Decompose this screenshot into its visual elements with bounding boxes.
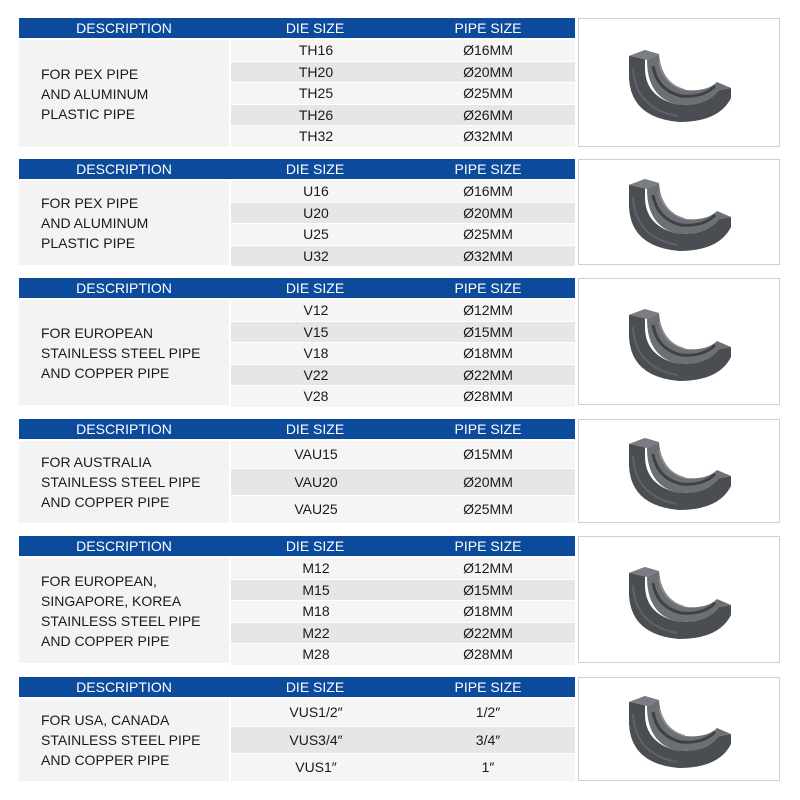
header-pipe-size: PIPE SIZE: [454, 20, 522, 36]
die-size-cell: M15: [302, 581, 330, 598]
die-size-cell: TH20: [298, 63, 334, 80]
table-header: [19, 278, 575, 298]
die-table: [19, 677, 575, 781]
table-row: [231, 83, 575, 104]
pipe-size-cell: Ø20MM: [463, 63, 513, 80]
description-cell: [19, 300, 229, 405]
pipe-size-cell: Ø18MM: [463, 345, 513, 362]
die-size-cell: VAU20: [294, 473, 338, 490]
header-description: DESCRIPTION: [76, 280, 172, 296]
pipe-size-cell: Ø22MM: [463, 366, 513, 383]
die-size-cell: V15: [303, 323, 329, 340]
pipe-size-cell: Ø25MM: [463, 85, 513, 102]
die-size-cell: TH25: [298, 85, 334, 102]
die-size-cell: V18: [303, 345, 329, 362]
description-text: FOR PEX PIPE AND ALUMINUM PLASTIC PIPE: [41, 195, 149, 251]
table-row: [231, 343, 575, 364]
header-pipe-size: PIPE SIZE: [454, 161, 522, 177]
pipe-size-cell: Ø16MM: [463, 183, 513, 199]
description-cell: [19, 699, 229, 781]
table-row: [231, 126, 575, 147]
table-row: [231, 644, 575, 665]
header-description: DESCRIPTION: [76, 679, 172, 695]
pipe-size-cell: Ø12MM: [463, 560, 513, 576]
table-row: [231, 623, 575, 644]
table-row: [231, 580, 575, 601]
pipe-size-cell: Ø32MM: [463, 128, 513, 145]
header-description: DESCRIPTION: [76, 161, 172, 177]
pipe-size-cell: 1″: [481, 759, 495, 776]
table-row: [231, 754, 575, 781]
table-row: [231, 203, 575, 224]
die-size-cell: U25: [303, 226, 329, 242]
die-size-cell: V22: [303, 366, 329, 383]
table-row: [231, 601, 575, 622]
product-image-box: [578, 677, 780, 781]
description-cell: [19, 181, 229, 265]
die-table: [19, 419, 575, 523]
pipe-size-cell: Ø12MM: [463, 302, 513, 318]
die-size-cell: M12: [302, 560, 330, 576]
die-table-section: [19, 278, 781, 405]
table-row: [231, 441, 575, 468]
die-size-cell: VUS3/4″: [289, 731, 343, 748]
description-cell: [19, 558, 229, 663]
table-row: [231, 699, 575, 726]
die-table-section: [19, 419, 781, 523]
pipe-size-cell: Ø28MM: [463, 646, 513, 663]
table-row: [231, 727, 575, 754]
die-size-cell: TH16: [298, 42, 334, 58]
pipe-size-cell: Ø28MM: [463, 388, 513, 405]
header-description: DESCRIPTION: [76, 20, 172, 36]
header-die-size: DIE SIZE: [285, 679, 345, 695]
pipe-size-cell: Ø15MM: [463, 323, 513, 340]
pipe-size-cell: Ø15MM: [463, 446, 513, 462]
table-row: [231, 322, 575, 343]
header-pipe-size: PIPE SIZE: [454, 538, 522, 554]
pipe-size-cell: Ø25MM: [463, 226, 513, 242]
header-pipe-size: PIPE SIZE: [454, 421, 522, 437]
table-row: [231, 496, 575, 523]
pipe-size-cell: Ø26MM: [463, 106, 513, 123]
die-table: [19, 159, 575, 265]
table-row: [231, 365, 575, 386]
header-die-size: DIE SIZE: [285, 161, 345, 177]
die-size-cell: U16: [303, 183, 329, 199]
header-die-size: DIE SIZE: [285, 421, 345, 437]
pipe-size-cell: Ø22MM: [463, 624, 513, 641]
table-row: [231, 105, 575, 126]
header-description: DESCRIPTION: [76, 538, 172, 554]
description-text: FOR EUROPEAN STAINLESS STEEL PIPE AND COPPER PIPE: [41, 324, 201, 381]
table-row: [231, 558, 575, 579]
die-size-cell: VUS1″: [295, 759, 337, 776]
header-die-size: DIE SIZE: [285, 20, 345, 36]
die-size-cell: VAU25: [294, 501, 338, 518]
description-cell: [19, 441, 229, 523]
die-size-cell: M22: [302, 624, 330, 641]
header-die-size: DIE SIZE: [285, 538, 345, 554]
product-image-box: [578, 18, 780, 147]
pipe-size-cell: Ø25MM: [463, 501, 513, 518]
table-header: [19, 18, 575, 38]
pipe-size-cell: Ø32MM: [463, 247, 513, 264]
die-size-cell: V12: [303, 302, 329, 318]
table-header: [19, 677, 575, 697]
die-table-section: [19, 536, 781, 663]
description-text: FOR EUROPEAN, SINGAPORE, KOREA STAINLESS STEEL PIPE AND COPPER PIPE: [41, 572, 201, 649]
table-row: [231, 224, 575, 245]
table-row: [231, 40, 575, 61]
header-description: DESCRIPTION: [76, 421, 172, 437]
die-size-cell: VUS1/2″: [289, 704, 343, 720]
description-cell: [19, 40, 229, 147]
die-table: [19, 18, 575, 147]
table-row: [231, 181, 575, 202]
table-row: [231, 246, 575, 267]
pipe-size-cell: 1/2″: [475, 704, 501, 720]
header-die-size: DIE SIZE: [285, 280, 345, 296]
table-row: [231, 62, 575, 83]
product-image-box: [578, 536, 780, 663]
table-header: [19, 159, 575, 179]
pipe-size-cell: Ø15MM: [463, 581, 513, 598]
die-size-cell: M18: [302, 603, 330, 620]
die-size-cell: U32: [303, 247, 329, 264]
header-pipe-size: PIPE SIZE: [454, 679, 522, 695]
pipe-size-cell: Ø20MM: [463, 204, 513, 221]
table-row: [231, 300, 575, 321]
table-row: [231, 469, 575, 496]
die-table: [19, 278, 575, 405]
pipe-size-cell: 3/4″: [475, 731, 501, 748]
description-text: FOR AUSTRALIA STAINLESS STEEL PIPE AND COPPER PIPE: [41, 454, 201, 510]
table-row: [231, 386, 575, 407]
pipe-size-cell: Ø20MM: [463, 473, 513, 490]
product-image-box: [578, 278, 780, 405]
table-header: [19, 536, 575, 556]
die-size-cell: U20: [303, 204, 329, 221]
die-size-cell: M28: [302, 646, 330, 663]
description-text: FOR USA, CANADA STAINLESS STEEL PIPE AND COPPER PIPE: [41, 712, 201, 768]
table-header: [19, 419, 575, 439]
die-size-cell: TH26: [298, 106, 334, 123]
product-image-box: [578, 419, 780, 523]
die-table-section: [19, 677, 781, 781]
die-size-cell: TH32: [298, 128, 334, 145]
die-table-section: [19, 18, 781, 147]
pipe-size-cell: Ø18MM: [463, 603, 513, 620]
die-table: [19, 536, 575, 663]
die-size-cell: V28: [303, 388, 329, 405]
pipe-size-cell: Ø16MM: [463, 42, 513, 58]
die-table-section: [19, 159, 781, 265]
header-pipe-size: PIPE SIZE: [454, 280, 522, 296]
description-text: FOR PEX PIPE AND ALUMINUM PLASTIC PIPE: [41, 65, 149, 122]
product-image-box: [578, 159, 780, 265]
die-size-cell: VAU15: [294, 446, 338, 462]
